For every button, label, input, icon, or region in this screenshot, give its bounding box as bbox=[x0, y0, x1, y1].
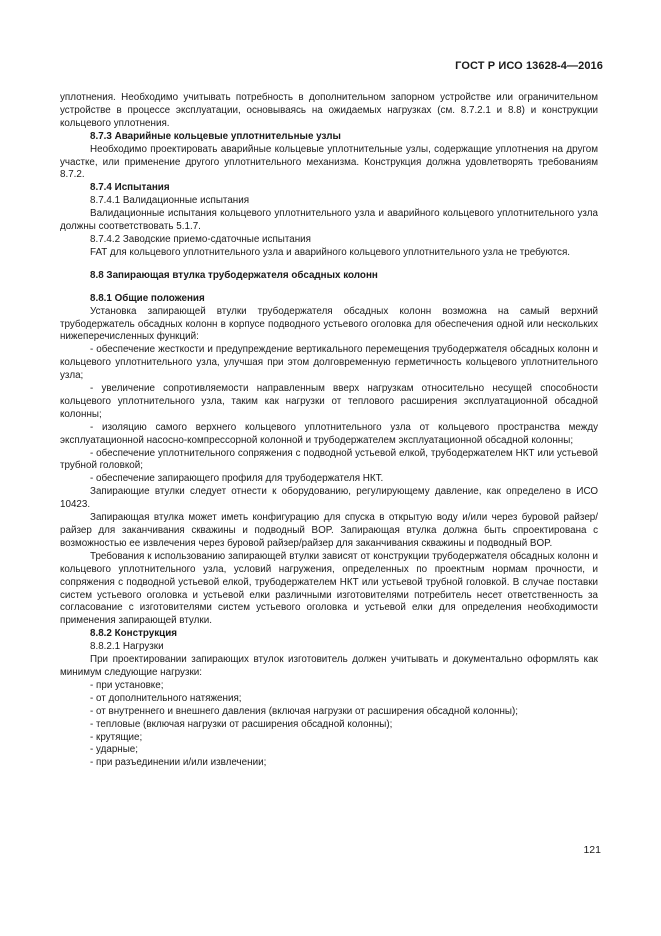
page-body bbox=[60, 92, 598, 770]
section-heading: 8.7.4 Испытания bbox=[90, 182, 170, 194]
list-item: - от дополнительного натяжения; bbox=[90, 692, 242, 704]
paragraph: уплотнения. Необходимо учитывать потребность в дополнительном запорном устройстве или ограничительном устройстве в процессе эксплуатации, основываясь на ожидаемых нагрузках (см. 8.7.2.1 и 8.8) и конструкции кольцевого уплотнения. bbox=[60, 92, 598, 129]
list-item: - от внутреннего и внешнего давления (включая нагрузки от расширения обсадной колонны); bbox=[90, 705, 519, 717]
paragraph: Установка запирающей втулки трубодержателя обсадных колонн возможна на самый верхний трубодержатель обсадных колонн в корпусе подводного устьевого оголовка для обеспечения одной или нескольких нижеперечисленных функций: bbox=[60, 305, 598, 343]
document-code: ГОСТ Р ИСО 13628-4—2016 bbox=[455, 60, 603, 72]
paragraph: При проектировании запирающих втулок изготовитель должен учитывать и документально оформлять как минимум следующие нагрузки: bbox=[60, 654, 598, 678]
section-heading: 8.8 Запирающая втулка трубодержателя обсадных колонн bbox=[90, 269, 378, 281]
list-item: - тепловые (включая нагрузки от расширения обсадной колонны); bbox=[90, 718, 393, 730]
subsection-heading: 8.7.4.1 Валидационные испытания bbox=[90, 195, 250, 207]
list-item: - при установке; bbox=[90, 679, 164, 691]
paragraph: Запирающие втулки следует отнести к оборудованию, регулирующему давление, как определено в ИСО 10423. bbox=[60, 486, 598, 511]
list-item: - увеличение сопротивляемости направленным вверх нагрузкам относительно несущей способности кольцевого уплотнительного узла, таким как нагрузки от теплового расширения эксплуатационной обсадной колонны; bbox=[60, 383, 598, 420]
paragraph: Запирающая втулка может иметь конфигурацию для спуска в открытую воду и/или через буровой райзер/райзер для заканчивания скважины и подводный BOP. Запирающая втулка должна быть спроектирована с возможностью ее извлечения через буровой райзер/райзер для заканчивания скважины и подводный BOP. bbox=[60, 512, 598, 549]
page-number: 121 bbox=[583, 844, 601, 856]
list-item: - крутящие; bbox=[90, 731, 143, 743]
spacer bbox=[60, 260, 598, 270]
list-item: - обеспечение уплотнительного сопряжения с подводной устьевой елкой, трубодержателем НКТ или устьевой трубной головкой; bbox=[60, 447, 598, 472]
paragraph: FAT для кольцевого уплотнительного узла и аварийного кольцевого уплотнительного узла не требуются. bbox=[90, 246, 571, 258]
list-item: - ударные; bbox=[90, 744, 139, 756]
list-item: - обеспечение жесткости и предупреждение вертикального перемещения трубодержателя обсадных колонн и кольцевого уплотнительного узла, улучшая при этом долговременную герметичность кольцевого уплотнительного узла; bbox=[60, 344, 598, 382]
section-heading: 8.7.3 Аварийные кольцевые уплотнительные узлы bbox=[90, 130, 341, 142]
paragraph: Требования к использованию запирающей втулки зависят от конструкции трубодержателя обсадных колонн и кольцевого уплотнительного узла, условий нагружения, определенных по проектным нормам прочности, и сопряжения с подводной устьевой елкой, трубодержателем НКТ или устьевой трубной головкой. В случае поставки систем устьевого оголовка и устьевой елки различными изготовителями потребитель несет ответственность за согласование с изготовителями систем устьевого оголовка и устьевой елки для определения необходимости применения запирающей втулки. bbox=[60, 550, 598, 627]
list-item: - при разъединении и/или извлечении; bbox=[90, 757, 267, 769]
list-item: - обеспечение запирающего профиля для трубодержателя НКТ. bbox=[90, 473, 384, 485]
paragraph: Валидационные испытания кольцевого уплотнительного узла и аварийного кольцевого уплотнительного узла должны соответствовать 5.1.7. bbox=[60, 208, 598, 233]
section-heading: 8.8.2 Конструкция bbox=[90, 628, 178, 640]
list-item: - изоляцию самого верхнего кольцевого уплотнительного узла от кольцевого пространства между эксплуатационной насосно-компрессорной колонной и трубодержателем эксплуатационной обсадной колонны; bbox=[60, 421, 598, 446]
subsection-heading: 8.7.4.2 Заводские приемо-сдаточные испытания bbox=[90, 233, 312, 245]
paragraph: Необходимо проектировать аварийные кольцевые уплотнительные узлы, содержащие уплотнения на другом участке, или применение другого уплотнительного механизма. Конструкция должна удовлетворять требованиям 8.7.2. bbox=[60, 143, 598, 181]
spacer bbox=[60, 283, 598, 293]
subsection-heading: 8.8.2.1 Нагрузки bbox=[90, 641, 164, 653]
section-heading: 8.8.1 Общие положения bbox=[90, 292, 205, 304]
